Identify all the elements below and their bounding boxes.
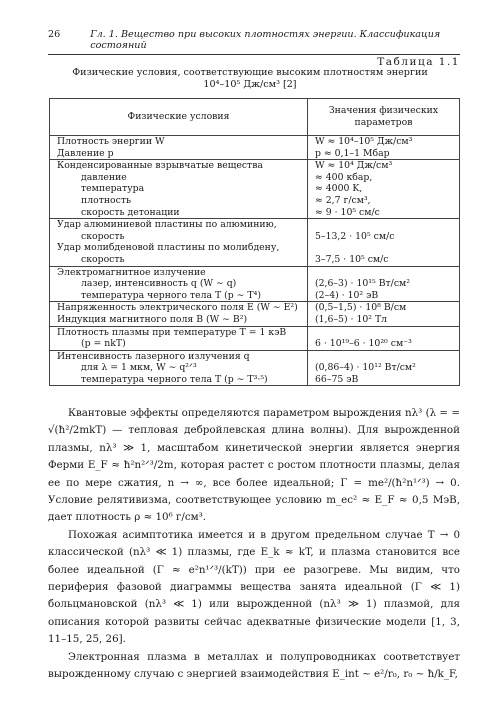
paragraph: Похожая асимптотика имеется и в другом предельном случае T → 0 классической (nλ³ ≪ 1) плазмы, где E_k ≈ kT, и плазма становится все более идеальной (Γ ≈ e²n¹ᐟ³/(kT)) при ее разогреве. Мы видим, что периферия фазовой диаграммы вещества занята идеальной (Γ ≪ 1) больцмановской (nλ³ ≪ 1) или вырожденной (nλ³ ≫ 1) плазмой, для описания которой развиты сейчас адекватные физические модели [1, 3, 11–15, 25, 26]. <box>48 528 460 646</box>
table-row <box>50 266 460 302</box>
value-line: 3–7,5 · 10⁵ см/с <box>315 253 389 265</box>
value-line: (1,6–5) · 10² Тл <box>315 313 388 325</box>
col2-header-line-2: параметров <box>354 117 413 128</box>
condition-line: температура черного тела T (p ∼ T³·⁵) <box>81 373 268 385</box>
value-line <box>315 327 459 339</box>
table-row <box>50 219 460 266</box>
value-line: 6 · 10¹⁹–6 · 10²⁰ см⁻³ <box>315 338 412 350</box>
value-cell <box>308 266 460 302</box>
data-table <box>49 98 460 386</box>
value-line: ≈ 400 кбар, <box>315 171 373 183</box>
value-cell <box>308 350 460 386</box>
condition-line: температура <box>81 183 145 195</box>
value-line: ≈ 2,7 г/см³, <box>315 194 371 206</box>
value-cell <box>308 326 460 350</box>
value-line <box>315 242 459 254</box>
condition-cell <box>50 136 308 160</box>
condition-cell <box>50 350 308 386</box>
condition-cell <box>50 266 308 302</box>
value-line: ≈ 4000 K, <box>315 183 363 195</box>
value-line: (2,6–3) · 10¹⁵ Вт/см² <box>315 278 410 290</box>
condition-line: плотность <box>81 194 132 206</box>
value-line: W ≈ 10⁴–10⁵ Дж/см³ <box>315 136 413 147</box>
value-cell <box>308 219 460 266</box>
condition-line: Давление p <box>57 147 114 159</box>
condition-line: скорость детонации <box>81 206 180 218</box>
col2-header <box>308 99 460 136</box>
value-line: 66–75 эВ <box>315 373 359 385</box>
running-header <box>48 29 460 55</box>
condition-cell <box>50 326 308 350</box>
value-line <box>315 219 459 231</box>
condition-line: (p = nkT) <box>81 338 126 350</box>
condition-line: Плотность энергии W <box>57 136 165 147</box>
table-caption <box>60 67 440 91</box>
body-text <box>48 405 460 684</box>
value-cell <box>308 160 460 219</box>
table-row <box>50 326 460 350</box>
paragraph: Квантовые эффекты определяются параметром вырождения nλ³ (λ = = √(ħ²/2mkT) — тепловая дебройлевская длина волны). Для вырожденной плазмы, nλ³ ≫ 1, масштабом кинетической энергии является энергия Ферми E_F ≈ ħ²n²ᐟ³/2m, которая растет с ростом плотности плазмы, делая ее по мере сжатия, n → ∞, все более идеальной; Γ = me²/(ħ²n¹ᐟ³) → 0. Условие релятивизма, соответствующее условию m_ec² ≈ E_F ≈ 0,5 МэВ, дает плотность ρ ≈ 10⁶ г/см³. <box>48 407 460 524</box>
condition-line: Плотность плазмы при температуре T = 1 кэВ <box>57 326 287 338</box>
table-row <box>50 136 460 160</box>
table-body <box>50 136 460 386</box>
table-header-row <box>50 99 460 136</box>
col2-header-line-1: Значения физических <box>328 105 439 117</box>
value-cell <box>308 302 460 326</box>
condition-line: Удар молибденовой пластины по молибдену, <box>57 242 280 254</box>
condition-cell <box>50 160 308 219</box>
condition-line: для λ = 1 мкм, W ∼ q²ᐟ³ <box>81 362 197 374</box>
condition-line: Напряженность электрического поля E (W ∼ E²) <box>57 302 298 314</box>
value-line: p ≈ 0,1–1 Мбар <box>315 147 390 159</box>
condition-line: Конденсированные взрывчатые вещества <box>57 160 263 172</box>
table-row <box>50 160 460 219</box>
value-line: (2–4) · 10² эВ <box>315 289 379 301</box>
value-line: (0,5–1,5) · 10⁸ В/см <box>315 302 407 314</box>
running-title: Гл. 1. Вещество при высоких плотностях энергии. Классификация состояний <box>90 29 441 51</box>
value-line: ≈ 9 · 10⁵ см/с <box>315 206 380 218</box>
condition-cell <box>50 219 308 266</box>
condition-cell <box>50 302 308 326</box>
col1-header: Физические условия <box>50 99 308 136</box>
table-row <box>50 350 460 386</box>
condition-line: Индукция магнитного поля B (W ∼ B²) <box>57 313 248 325</box>
value-line <box>315 351 459 363</box>
condition-line: лазер, интенсивность q (W ∼ q) <box>81 278 237 290</box>
page-number: 26 <box>48 29 61 40</box>
paragraph: Электронная плазма в металлах и полупроводниках соответствует вырожденному случаю с энергией взаимодействия E_int ∼ e²/r₀, r₀ ∼ ħ/k_F, <box>48 650 460 681</box>
value-line: 5–13,2 · 10⁵ см/с <box>315 230 395 242</box>
value-cell <box>308 136 460 160</box>
condition-line: Интенсивность лазерного излучения q <box>57 350 250 362</box>
table-row <box>50 302 460 326</box>
condition-line: скорость <box>81 230 125 242</box>
caption-line-1: Физические условия, соответствующие высоким плотностям энергии <box>72 67 428 78</box>
condition-line: скорость <box>81 253 125 265</box>
table-label: Таблица 1.1 <box>377 56 460 68</box>
condition-line: температура черного тела T (p ∼ T⁴) <box>81 289 261 301</box>
caption-line-2: 10⁴–10⁵ Дж/см³ [2] <box>203 79 297 90</box>
value-line <box>315 267 459 279</box>
value-line: W ≈ 10⁴ Дж/см³ <box>315 160 393 172</box>
value-line: (0,86–4) · 10¹² Вт/см² <box>315 362 416 374</box>
condition-line: Удар алюминиевой пластины по алюминию, <box>57 219 277 231</box>
condition-line: давление <box>81 171 127 183</box>
condition-line: Электромагнитное излучение <box>57 266 206 278</box>
